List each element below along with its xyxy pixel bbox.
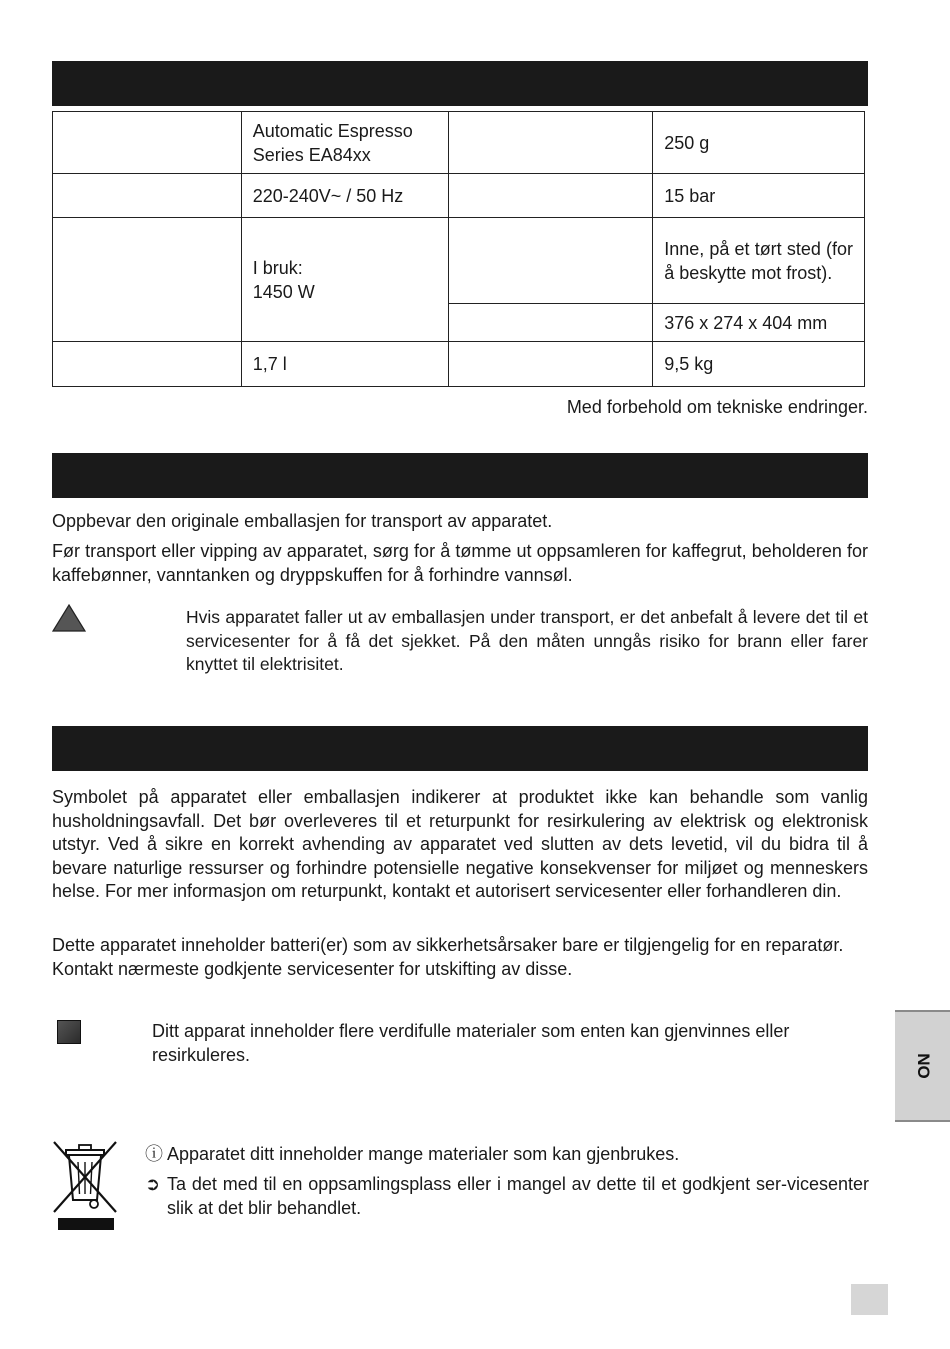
table-row: [53, 174, 865, 218]
material-note-text: Ditt apparat inneholder flere verdifulle materialer som enten kan gjenvinnes eller resirkuleres.: [152, 1021, 790, 1065]
table-cell-water-tank: 1,7 l: [241, 342, 448, 387]
table-cell-label: [448, 112, 653, 174]
table-cell-pressure: 15 bar: [653, 174, 865, 218]
table-cell-label: [448, 218, 653, 304]
info-bullet: ⓘ Apparatet ditt inneholder mange materialer som kan gjenbrukes.: [145, 1144, 680, 1164]
table-cell-power: I bruk: 1450 W: [241, 218, 448, 342]
section-header-bar-transport: [52, 453, 868, 498]
language-side-tab: [895, 1010, 950, 1122]
spec-table: [52, 111, 865, 387]
arrow-right-icon: ➲: [145, 1174, 161, 1194]
table-cell-capacity: 250 g: [653, 112, 865, 174]
table-cell-label: [448, 342, 653, 387]
table-cell-dimensions: 376 x 274 x 404 mm: [653, 304, 865, 342]
language-code: NO: [913, 1053, 933, 1079]
action-bullet: ➲ Ta det med til en oppsamlingsplass eller i mangel av dette til et godkjent ser-vicesenter slik at det blir behandlet.: [145, 1174, 869, 1218]
table-cell-weight: 9,5 kg: [653, 342, 865, 387]
table-row: [53, 342, 865, 387]
transport-paragraph-1: Oppbevar den originale emballasjen for transport av apparatet.: [52, 511, 553, 531]
table-cell-voltage: 220-240V~ / 50 Hz: [241, 174, 448, 218]
table-cell-label: [53, 174, 242, 218]
section-header-bar-specs: [52, 61, 868, 106]
table-cell-label: [448, 304, 653, 342]
table-row: [53, 112, 865, 174]
table-cell-label: [53, 112, 242, 174]
table-cell-label: [448, 174, 653, 218]
section-header-bar-environment: [52, 726, 868, 771]
page-number-box: [851, 1284, 888, 1315]
environment-paragraph-1: Symbolet på apparatet eller emballasjen indikerer at produktet ikke kan behandle som vanlig husholdningsavfall. Det bør overleveres til et returpunkt for resirkulering av elektrisk og elektronisk utstyr. Ved å sikre en korrekt avhending av apparatet ved slutten av dets levetid, vil du bidra til å bevare naturlige ressurser og forhindre potensielle negative konsekvenser for miljøet og menneskers helse. For mer informasjon om returpunkt, kontakt et autorisert servicesenter eller forhandleren din.: [52, 787, 868, 901]
technical-changes-note: Med forbehold om tekniske endringer.: [566, 397, 868, 417]
material-note-icon: [57, 1020, 81, 1044]
environment-paragraph-battery: Dette apparatet inneholder batteri(er) som av sikkerhetsårsaker bare er tilgjengelig for en reparatør. Kontakt nærmeste godkjente servicesenter for utskifting av disse.: [52, 935, 844, 979]
table-row: [53, 218, 865, 304]
crossed-bin-icon: [52, 1138, 120, 1234]
table-cell-model: Automatic Espresso Series EA84xx: [241, 112, 448, 174]
table-cell-label: [53, 218, 242, 342]
warning-triangle-icon: [52, 604, 86, 632]
table-cell-label: [53, 342, 242, 387]
transport-warning-text: Hvis apparatet faller ut av emballasjen under transport, er det anbefalt å levere det til et servicesenter for å få det sjekket. På den måten unngås risiko for brann eller farer knyttet til elektrisitet.: [186, 607, 868, 674]
transport-paragraph-2: Før transport eller vipping av apparatet, sørg for å tømme ut oppsamleren for kaffegrut, beholderen for kaffebønner, vanntanken og dryppskuffen for å forhindre vannsøl.: [52, 541, 868, 585]
info-icon: ⓘ: [145, 1144, 163, 1164]
table-cell-storage: Inne, på et tørt sted (for å beskytte mot frost).: [653, 218, 865, 304]
